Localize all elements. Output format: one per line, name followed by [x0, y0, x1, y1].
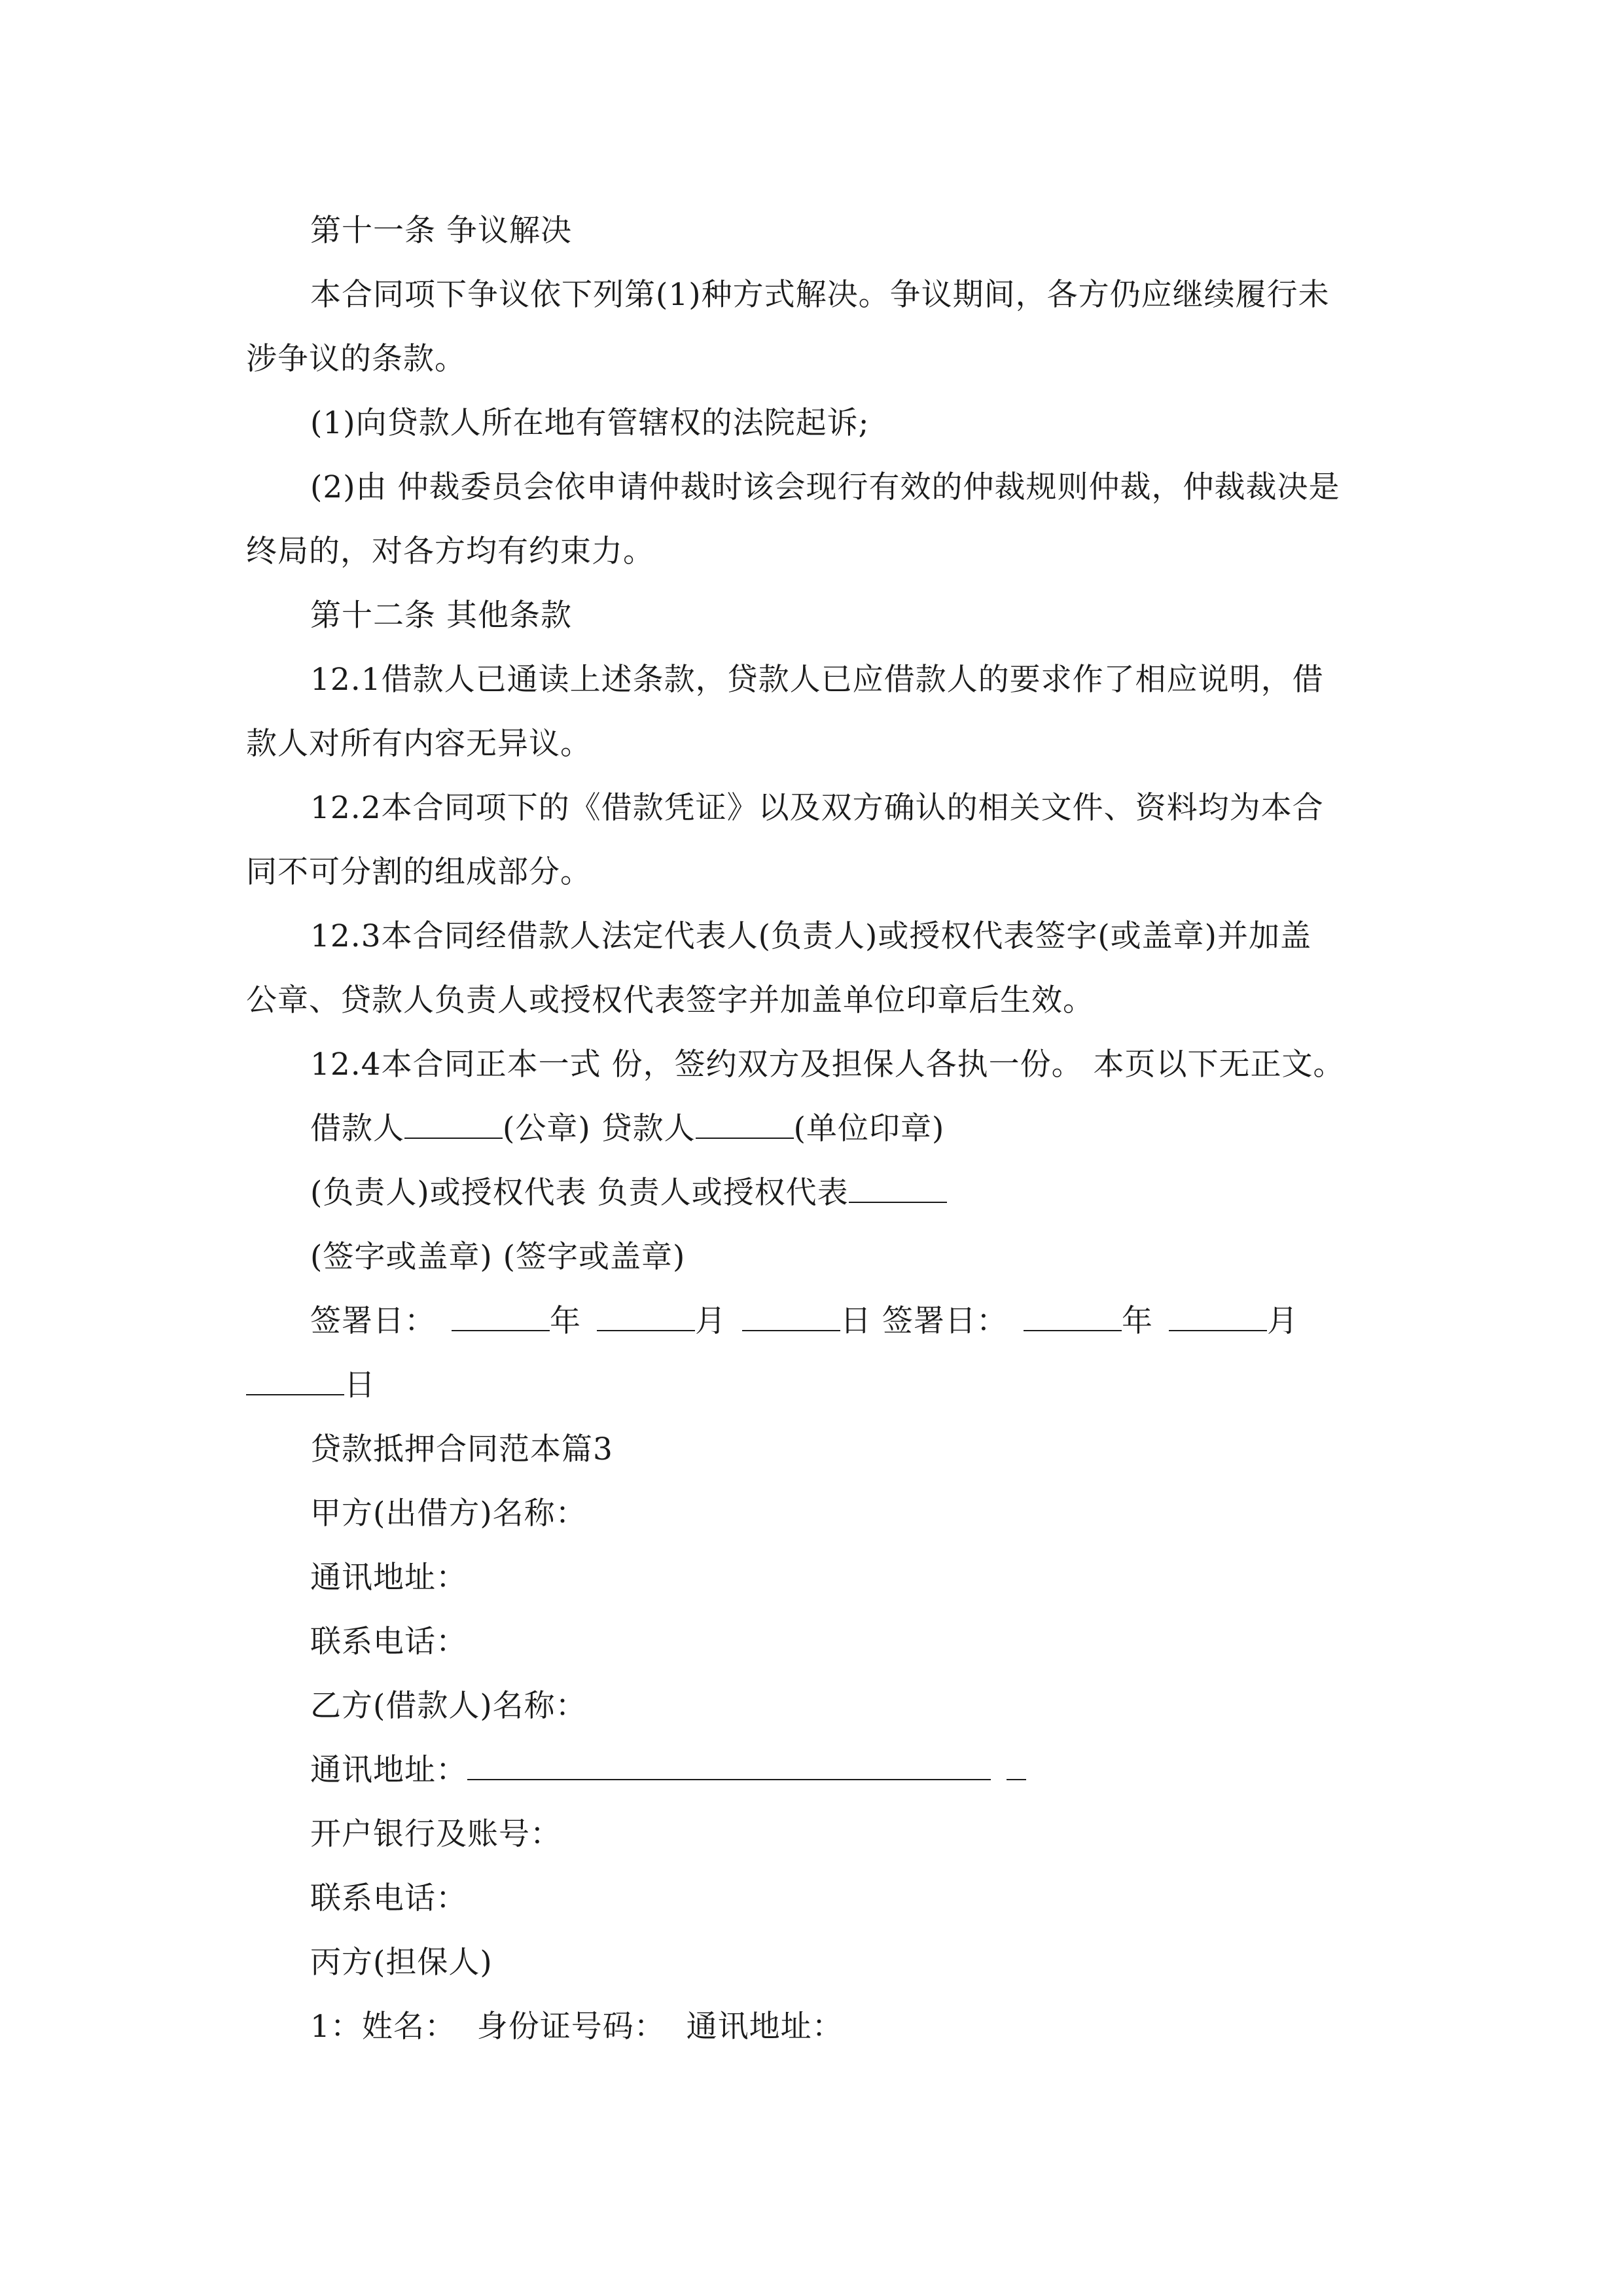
party-a-name: 甲方(出借方)名称：	[310, 1496, 587, 1532]
signature-line-sign-or-seal: (签字或盖章) (签字或盖章)	[310, 1239, 686, 1275]
party-a-phone: 联系电话：	[310, 1624, 467, 1660]
signature-line-representatives	[246, 1161, 1398, 1225]
party-b-address-label: 通讯地址：	[310, 1752, 467, 1788]
month-label-2: 月	[1266, 1303, 1298, 1339]
day-blank-1	[742, 1304, 840, 1331]
month-blank-1	[597, 1304, 695, 1331]
document-body	[246, 199, 1398, 2059]
borrower-label: 借款人	[310, 1111, 404, 1147]
section-title-template-3: 贷款抵押合同范本篇3	[310, 1431, 613, 1467]
party-b-bank-account: 开户银行及账号：	[310, 1816, 562, 1852]
clause-12-1-line-1: 12.1借款人已通读上述条款，贷款人已应借款人的要求作了相应说明，借	[310, 662, 1324, 698]
day-label-1-and-signing-date-label-2: 日 签署日：	[840, 1303, 1008, 1339]
year-label-1: 年	[550, 1303, 581, 1339]
article-11-heading: 第十一条 争议解决	[310, 213, 572, 249]
clause-12-4: 12.4本合同正本一式 份，签约双方及担保人各执一份。 本页以下无正文。	[310, 1047, 1345, 1083]
representative-label: (负责人)或授权代表 负责人或授权代表	[310, 1175, 849, 1211]
day-blank-2	[246, 1368, 344, 1395]
year-label-2: 年	[1121, 1303, 1153, 1339]
lender-seal-label: (单位印章)	[793, 1111, 945, 1147]
party-c-heading: 丙方(担保人)	[310, 1945, 493, 1981]
year-blank-1	[452, 1304, 550, 1331]
article-12-heading: 第十二条 其他条款	[310, 598, 572, 634]
party-b-address	[246, 1738, 1398, 1803]
borrower-blank	[404, 1111, 503, 1139]
lender-blank	[696, 1111, 794, 1139]
year-blank-2	[1024, 1304, 1122, 1331]
clause-12-2-line-1: 12.2本合同项下的《借款凭证》以及双方确认的相关文件、资料均为本合	[310, 790, 1324, 826]
signing-date-line-continued	[246, 1354, 1398, 1418]
dispute-option-1: (1)向贷款人所在地有管辖权的法院起诉;	[310, 405, 870, 441]
party-b-name: 乙方(借款人)名称：	[310, 1688, 587, 1724]
party-a-address: 通讯地址：	[310, 1560, 467, 1596]
clause-12-3-line-2: 公章、贷款人负责人或授权代表签字并加盖单位印章后生效。	[246, 982, 1094, 1018]
day-label-2: 日	[344, 1367, 376, 1403]
month-blank-2	[1169, 1304, 1267, 1331]
article-11-paragraph-line-1: 本合同项下争议依下列第(1)种方式解决。争议期间，各方仍应继续履行未	[310, 277, 1330, 313]
clause-12-2-line-2: 同不可分割的组成部分。	[246, 854, 592, 890]
lender-label: (公章) 贷款人	[503, 1111, 696, 1147]
party-b-address-blank	[467, 1753, 991, 1780]
representative-blank	[849, 1175, 947, 1203]
signing-date-line	[246, 1289, 1398, 1354]
signature-line-parties	[246, 1097, 1398, 1161]
dispute-option-2-line-1: (2)由 仲裁委员会依申请仲裁时该会现行有效的仲裁规则仲裁，仲裁裁决是	[310, 469, 1340, 505]
article-11-paragraph-line-2: 涉争议的条款。	[246, 341, 466, 377]
party-b-phone: 联系电话：	[310, 1880, 467, 1916]
signing-date-label: 签署日：	[310, 1303, 436, 1339]
clause-12-3-line-1: 12.3本合同经借款人法定代表人(负责人)或授权代表签字(或盖章)并加盖	[310, 918, 1311, 954]
party-b-address-blank-tail	[1007, 1753, 1026, 1780]
clause-12-1-line-2: 款人对所有内容无异议。	[246, 726, 592, 762]
month-label-1: 月	[695, 1303, 726, 1339]
guarantor-1-fields: 1：姓名： 身份证号码： 通讯地址：	[310, 2009, 844, 2045]
dispute-option-2-line-2: 终局的，对各方均有约束力。	[246, 533, 654, 569]
